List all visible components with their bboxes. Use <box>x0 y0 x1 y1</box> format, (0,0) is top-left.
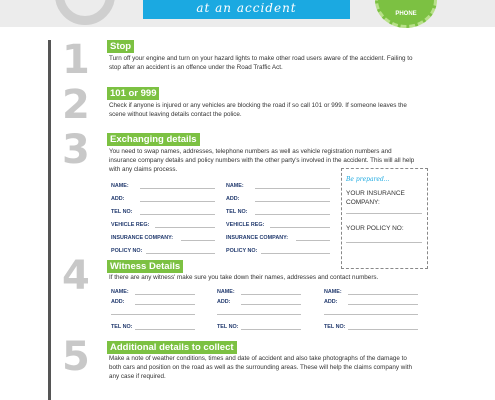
witness-3-tel-label: TEL NO: <box>324 324 346 330</box>
witness-1-add-field-2[interactable] <box>111 314 195 315</box>
step-text-1: Turn off your engine and turn on your hazard lights to make other road users aware of the accident. Failing to stop after an accident is an offence under the Road Traffic Act. <box>109 55 413 71</box>
exchange-a-add-field[interactable] <box>140 201 215 202</box>
your-policy-no-field[interactable] <box>346 242 422 243</box>
exchange-a-insurer-field[interactable] <box>181 240 215 241</box>
witness-3-name-field[interactable] <box>348 294 418 295</box>
step-text-3: You need to swap names, addresses, telephone numbers as well as vehicle registration numbers and insurance company details and policy numbers with the other party's involved in the accident. This will all help with any claims process. <box>109 148 415 173</box>
step-title-exchanging-details: Exchanging details <box>107 133 200 146</box>
exchange-b-add-field[interactable] <box>255 201 330 202</box>
witness-1-tel-field[interactable] <box>135 329 195 330</box>
witness-1-tel-label: TEL NO: <box>111 324 133 330</box>
exchange-a-insurer-label: INSURANCE COMPANY: <box>111 235 174 241</box>
exchange-b-insurer-field[interactable] <box>296 240 330 241</box>
your-policy-no-label: YOUR POLICY NO: <box>346 225 404 232</box>
your-insurance-company-label: YOUR INSURANCE COMPANY: <box>346 190 405 206</box>
step-number-3: 3 <box>62 127 90 173</box>
step-title-101-or-999: 101 or 999 <box>107 87 159 100</box>
step-number-4: 4 <box>62 253 90 299</box>
exchange-a-tel-field[interactable] <box>140 214 215 215</box>
step-title-additional-details: Additional details to collect <box>107 341 237 354</box>
witness-3-add-label: ADD: <box>324 299 338 305</box>
exchange-b-name-label: NAME: <box>226 183 244 189</box>
exchange-a-add-label: ADD: <box>111 196 125 202</box>
step-number-1: 1 <box>62 37 90 83</box>
exchange-b-policy-label: POLICY NO: <box>226 248 258 254</box>
witness-2-name-field[interactable] <box>241 294 301 295</box>
section-divider-line <box>48 40 51 400</box>
witness-2-tel-label: TEL NO: <box>217 324 239 330</box>
exchange-b-reg-field[interactable] <box>270 227 330 228</box>
exchange-a-name-label: NAME: <box>111 183 129 189</box>
be-prepared-box <box>341 168 428 269</box>
witness-3-tel-field[interactable] <box>348 329 418 330</box>
header-banner: at an accident <box>143 0 350 19</box>
witness-3-add-field[interactable] <box>348 304 418 305</box>
exchange-b-tel-field[interactable] <box>255 214 330 215</box>
step-text-4: If there are any witness' make sure you take down their names, addresses and contact numbers. <box>109 274 379 281</box>
exchange-a-reg-label: VEHICLE REG: <box>111 222 150 228</box>
exchange-b-name-field[interactable] <box>255 188 330 189</box>
step-text-5: Make a note of weather conditions, times and date of accident and also take photographs of the damage to both cars and position on the road as well as the surrounding areas. These will help the claims company with any case if required. <box>109 355 413 380</box>
witness-1-name-label: NAME: <box>111 289 129 295</box>
witness-2-add-field-2[interactable] <box>217 314 301 315</box>
witness-2-name-label: NAME: <box>217 289 235 295</box>
exchange-a-policy-field[interactable] <box>146 253 215 254</box>
exchange-b-policy-field[interactable] <box>261 253 330 254</box>
your-insurance-company-field[interactable] <box>346 213 422 214</box>
witness-2-add-field[interactable] <box>241 304 301 305</box>
be-prepared-title: Be prepared... <box>346 176 390 183</box>
step-title-witness-details: Witness Details <box>107 260 183 273</box>
witness-1-name-field[interactable] <box>135 294 195 295</box>
exchange-a-name-field[interactable] <box>140 188 215 189</box>
step-number-5: 5 <box>62 334 90 380</box>
witness-3-add-field-2[interactable] <box>324 314 418 315</box>
witness-2-tel-field[interactable] <box>241 329 301 330</box>
witness-1-add-field[interactable] <box>135 304 195 305</box>
exchange-b-add-label: ADD: <box>226 196 240 202</box>
exchange-a-policy-label: POLICY NO: <box>111 248 143 254</box>
exchange-a-reg-field[interactable] <box>155 227 215 228</box>
step-text-2: Check if anyone is injured or any vehicles are blocking the road if so call 101 or 999. If someone leaves the scene without leaving details contact the police. <box>109 102 407 118</box>
badge-label: PHONE <box>395 11 417 17</box>
witness-2-add-label: ADD: <box>217 299 231 305</box>
exchange-a-tel-label: TEL NO: <box>111 209 133 215</box>
witness-1-add-label: ADD: <box>111 299 125 305</box>
step-number-2: 2 <box>62 82 90 128</box>
step-title-stop: Stop <box>107 40 134 53</box>
exchange-b-tel-label: TEL NO: <box>226 209 248 215</box>
witness-3-name-label: NAME: <box>324 289 342 295</box>
exchange-b-reg-label: VEHICLE REG: <box>226 222 265 228</box>
exchange-b-insurer-label: INSURANCE COMPANY: <box>226 235 289 241</box>
